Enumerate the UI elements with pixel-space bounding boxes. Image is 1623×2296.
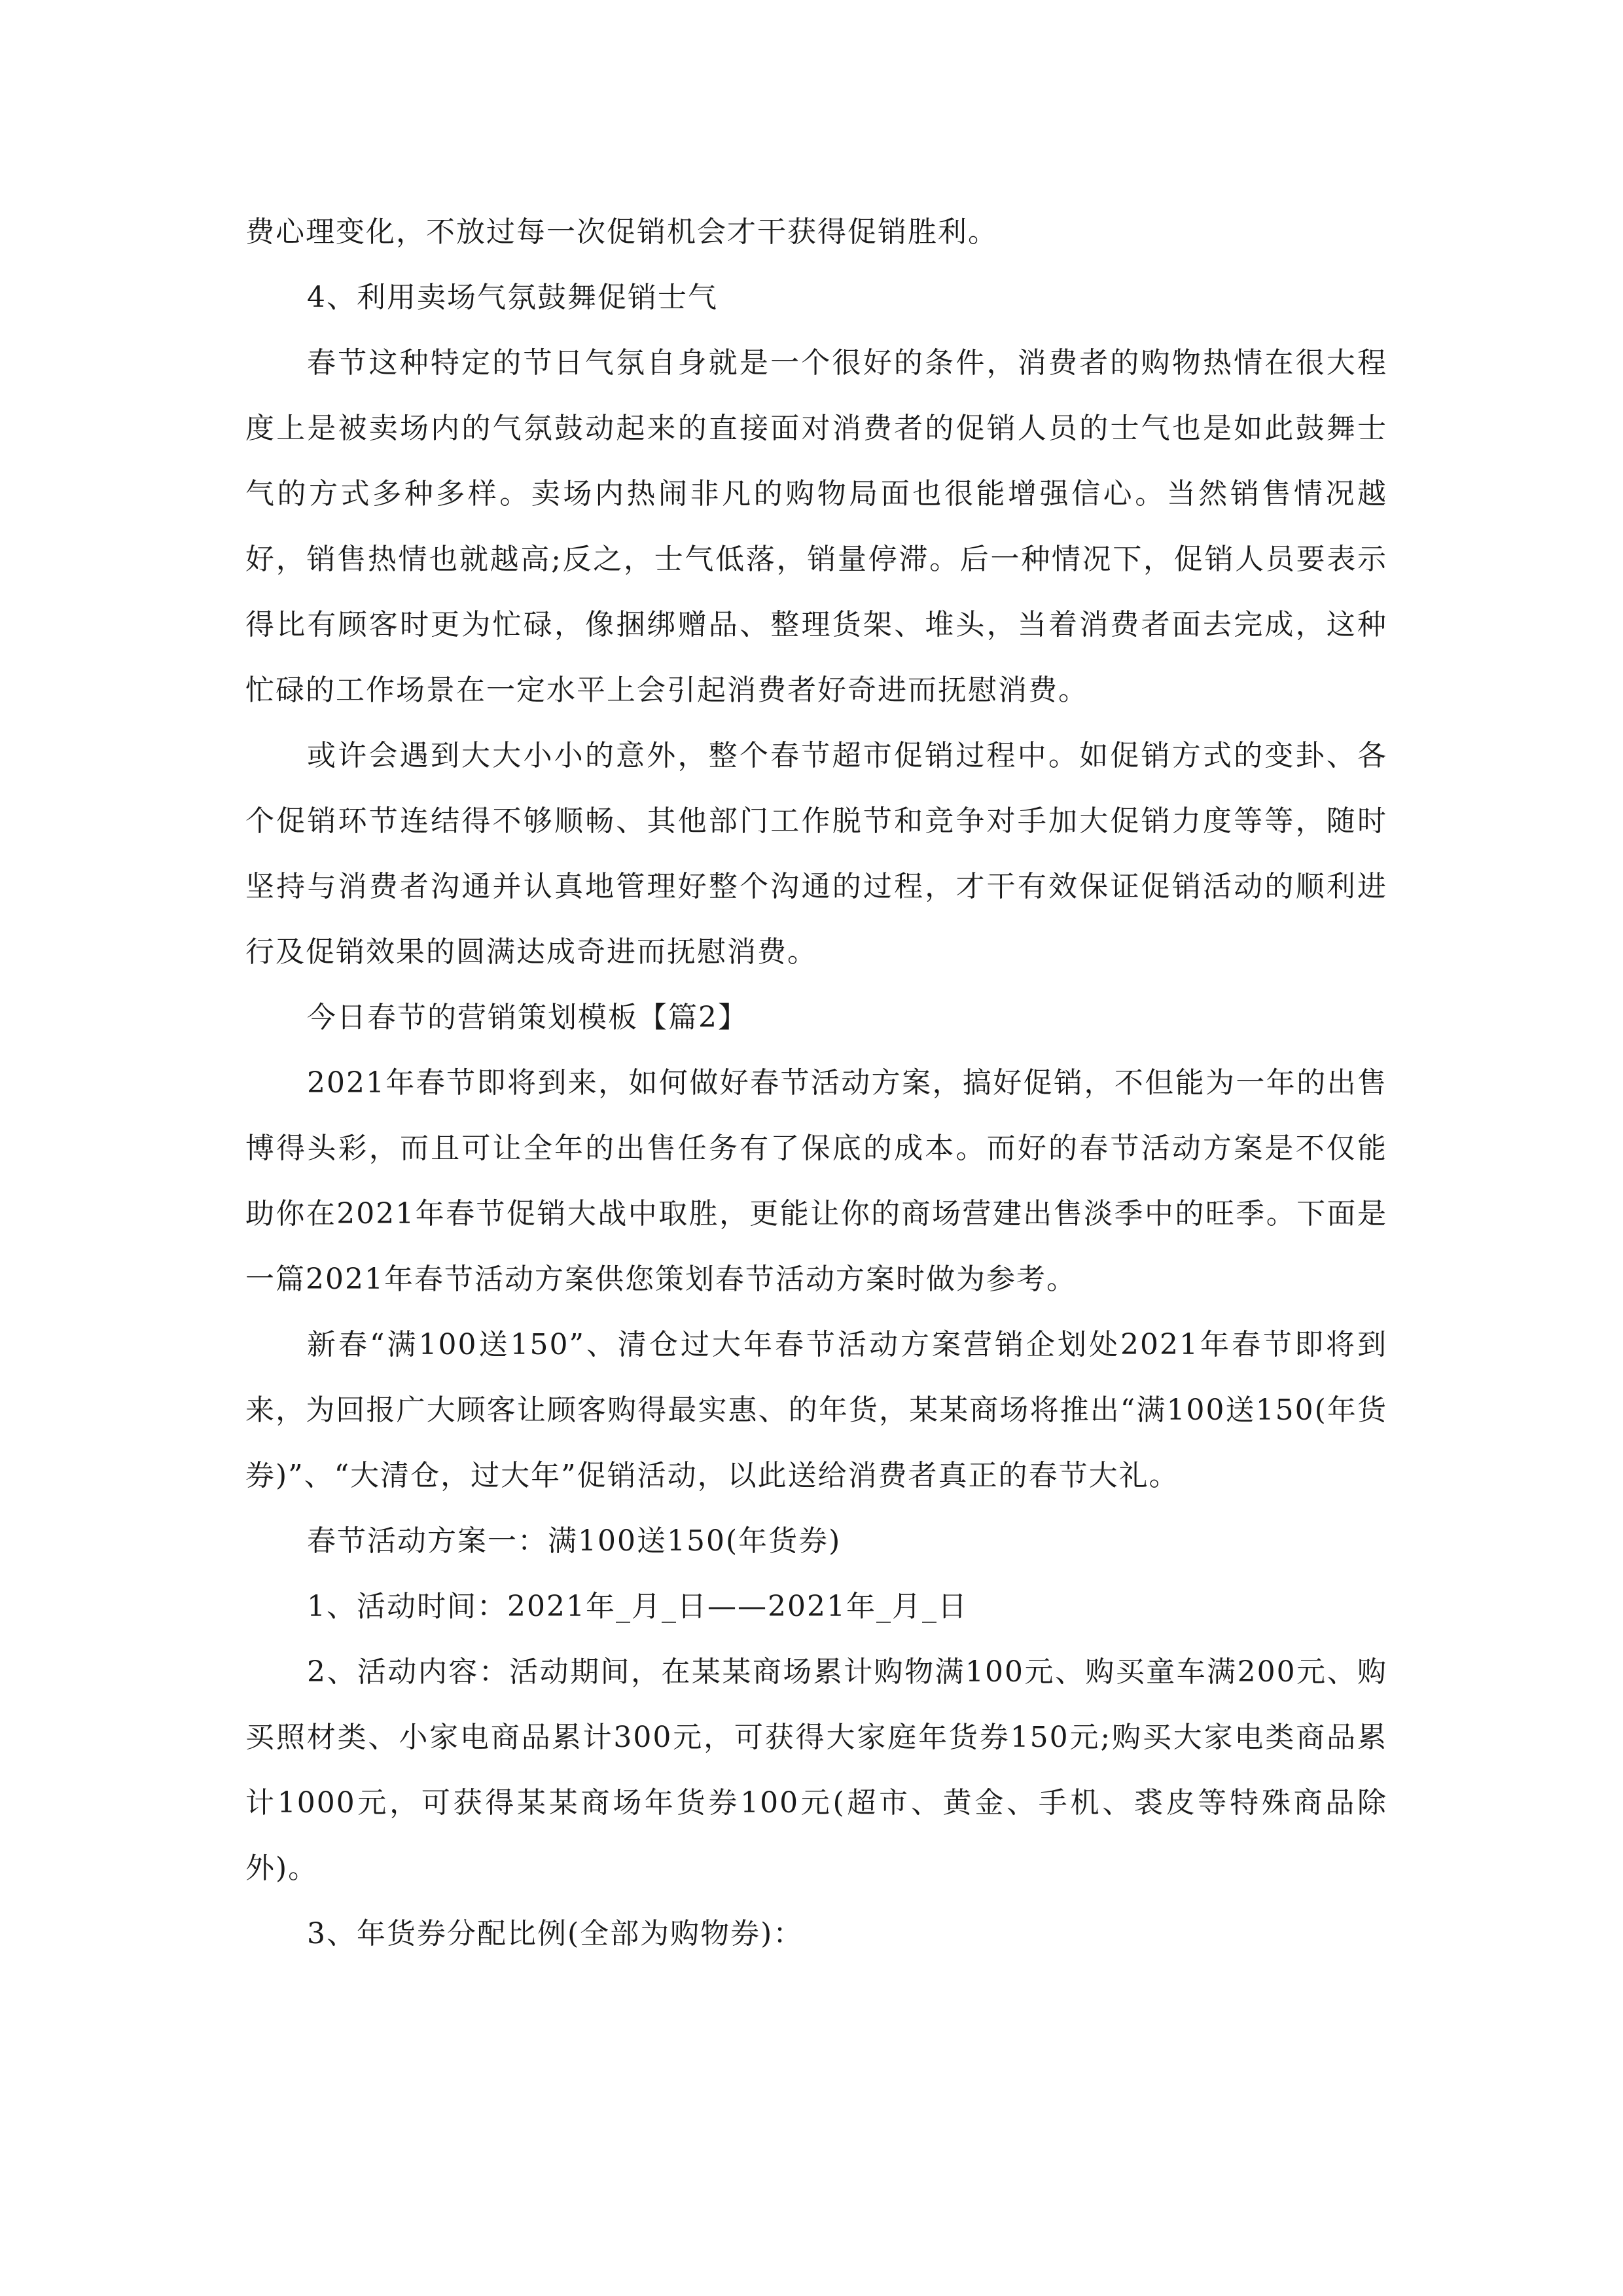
- article-title-part2: 今日春节的营销策划模板【篇2】: [307, 1001, 748, 1034]
- paragraph-accidents: 或许会遇到大大小小的意外，整个春节超市促销过程中。如促销方式的变卦、各个促销环节连结得不够顺畅、其他部门工作脱节和竞争对手加大促销力度等等，随时坚持与消费者沟通并认真地管理好整个沟通的过程，才干有效保证促销活动的顺利进行及促销效果的圆满达成奇进而抚慰消费。: [245, 739, 1387, 969]
- item-voucher-ratio: 3、年货券分配比例(全部为购物券)：: [307, 1917, 804, 1950]
- paragraph-continuation: 费心理变化，不放过每一次促销机会才干获得促销胜利。: [245, 215, 998, 249]
- paragraph-promotion-overview: 新春“满100送150”、清仓过大年春节活动方案营销企划处2021年春节即将到来，为回报广大顾客让顾客购得最实惠、的年货，某某商场将推出“满100送150(年货券)”、“大清仓，过大年”促销活动，以此送给消费者真正的春节大礼。: [245, 1328, 1387, 1492]
- paragraph-intro-2021: 2021年春节即将到来，如何做好春节活动方案，搞好促销，不但能为一年的出售博得头彩，而且可让全年的出售任务有了保底的成本。而好的春节活动方案是不仅能助你在2021年春节促销大战中取胜，更能让你的商场营建出售淡季中的旺季。下面是一篇2021年春节活动方案供您策划春节活动方案时做为参考。: [245, 1066, 1387, 1296]
- paragraph-atmosphere: 春节这种特定的节日气氛自身就是一个很好的条件，消费者的购物热情在很大程度上是被卖场内的气氛鼓动起来的直接面对消费者的促销人员的士气也是如此鼓舞士气的方式多种多样。卖场内热闹非凡的购物局面也很能增强信心。当然销售情况越好，销售热情也就越高;反之，士气低落，销量停滞。后一种情况下，促销人员要表示得比有顾客时更为忙碌，像捆绑赠品、整理货架、堆头，当着消费者面去完成，这种忙碌的工作场景在一定水平上会引起消费者好奇进而抚慰消费。: [245, 346, 1387, 707]
- item-activity-time: 1、活动时间：2021年_月_日——2021年_月_日: [307, 1590, 968, 1623]
- item-activity-content: 2、活动内容：活动期间，在某某商场累计购物满100元、购买童车满200元、购买照材类、小家电商品累计300元，可获得大家庭年货券150元;购买大家电类商品累计1000元，可获得某某商场年货券100元(超市、黄金、手机、裘皮等特殊商品除外)。: [245, 1655, 1387, 1885]
- section-heading-atmosphere: 4、利用卖场气氛鼓舞促销士气: [307, 281, 718, 314]
- plan-one-heading: 春节活动方案一：满100送150(年货券): [307, 1524, 842, 1558]
- document-body: [245, 200, 1387, 1967]
